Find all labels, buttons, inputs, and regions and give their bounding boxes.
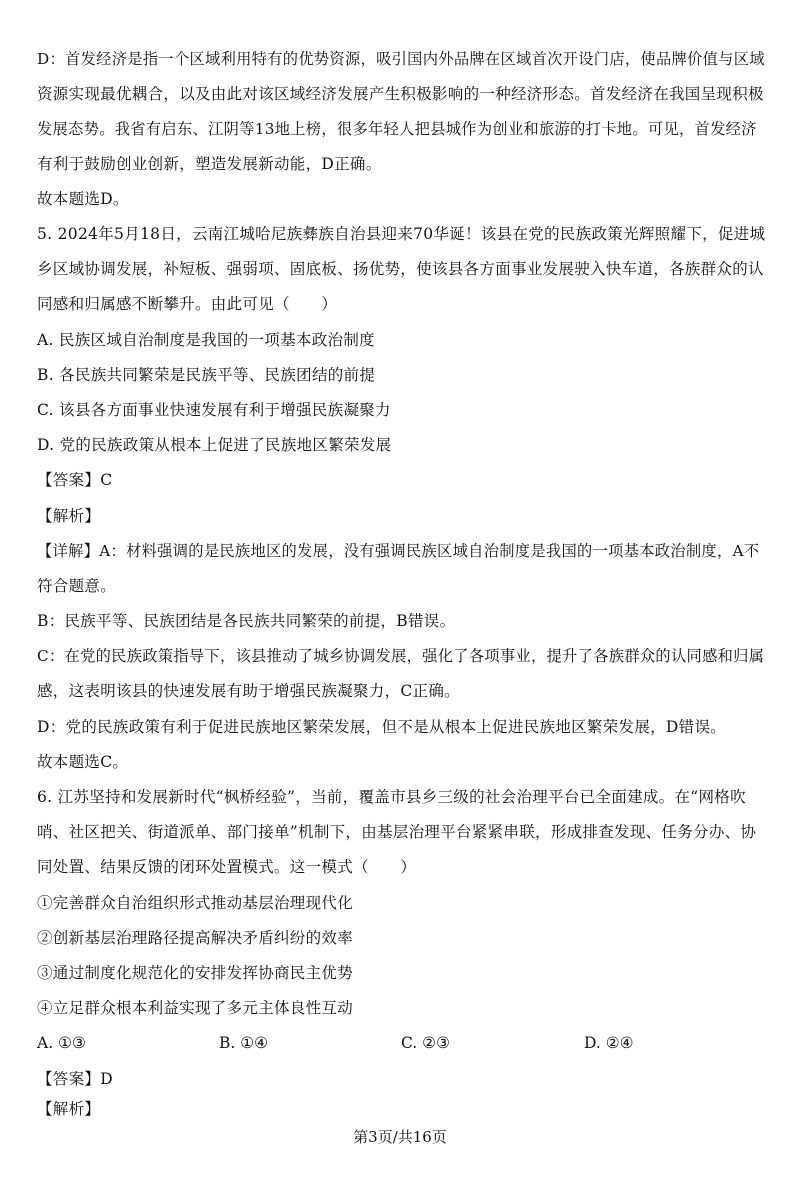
answer-label: 【答案】D	[37, 1070, 113, 1088]
question-5-option-a: A. 民族区域自治制度是我国的一项基本政治制度	[37, 331, 375, 349]
question-6-statement: ①完善群众自治组织形式推动基层治理现代化	[37, 894, 354, 912]
question-5-option-b: B. 各民族共同繁荣是民族平等、民族团结的前提	[37, 366, 376, 384]
question-6-options	[37, 1033, 767, 1053]
question-5-stem: 乡区域协调发展，补短板、强弱项、固底板、扬优势，使该县各方面事业发展驶入快车道，各族群众的认	[37, 260, 764, 278]
answer-label: 【答案】C	[37, 471, 113, 489]
explanation-line: D：党的民族政策有利于促进民族地区繁荣发展，但不是从根本上促进民族地区繁荣发展，D错误。	[37, 718, 727, 736]
question-6-statement: ④立足群众根本利益实现了多元主体良性互动	[37, 999, 354, 1017]
text-line: D：首发经济是指一个区域利用特有的优势资源，吸引国内外品牌在区域首次开设门店，使品牌价值与区域	[37, 50, 765, 68]
explanation-line: 【详解】A：材料强调的是民族地区的发展，没有强调民族区域自治制度是我国的一项基本政治制度，A不	[37, 542, 760, 560]
explanation-line: 感，这表明该县的快速发展有助于增强民族凝聚力，C正确。	[37, 682, 460, 700]
question-6-statement: ②创新基层治理路径提高解决矛盾纠纷的效率	[37, 929, 354, 947]
analysis-label: 【解析】	[37, 507, 101, 525]
question-6-option-c: C. ②③	[401, 1034, 450, 1052]
text-line: 故本题选D。	[37, 190, 129, 208]
question-6-option-d: D. ②④	[584, 1034, 634, 1052]
question-6-option-b: B. ①④	[219, 1034, 269, 1052]
question-6-stem: 同处置、结果反馈的闭环处置模式。这一模式（ ）	[37, 858, 417, 876]
question-6-statement: ③通过制度化规范化的安排发挥协商民主优势	[37, 964, 354, 982]
question-6-stem: 6. 江苏坚持和发展新时代“枫桥经验”，当前，覆盖市县乡三级的社会治理平台已全面建成。在“网格吹	[37, 788, 746, 806]
text-line: 资源实现最优耦合，以及由此对该区域经济发展产生积极影响的一种经济形态。首发经济在我国呈现积极	[37, 85, 764, 103]
question-5-option-c: C. 该县各方面事业快速发展有利于增强民族凝聚力	[37, 401, 391, 419]
text-line: 有利于鼓励创业创新，塑造发展新动能，D正确。	[37, 155, 382, 173]
explanation-line: B：民族平等、民族团结是各民族共同繁荣的前提，B错误。	[37, 612, 456, 630]
explanation-line: 符合题意。	[37, 577, 117, 595]
question-6-stem: 哨、社区把关、街道派单、部门接单”机制下，由基层治理平台紧紧串联，形成排查发现、任务分办、协	[37, 823, 757, 841]
question-5-stem: 同感和归属感不断攀升。由此可见（ ）	[37, 295, 338, 313]
question-5-stem: 5. 2024年5月18日，云南江城哈尼族彝族自治县迎来70华诞！该县在党的民族政策光辉照耀下，促进城	[37, 225, 766, 243]
question-5-option-d: D. 党的民族政策从根本上促进了民族地区繁荣发展	[37, 436, 392, 454]
text-line: 发展态势。我省有启东、江阴等13地上榜，很多年轻人把县城作为创业和旅游的打卡地。可见，首发经济	[37, 120, 757, 138]
text-line: 故本题选C。	[37, 753, 129, 771]
analysis-label: 【解析】	[37, 1100, 101, 1118]
question-6-option-a: A. ①③	[37, 1034, 86, 1052]
page-number-footer: 第3页/共16页	[353, 1128, 447, 1146]
explanation-line: C：在党的民族政策指导下，该县推动了城乡协调发展，强化了各项事业，提升了各族群众的认同感和归属	[37, 647, 765, 665]
